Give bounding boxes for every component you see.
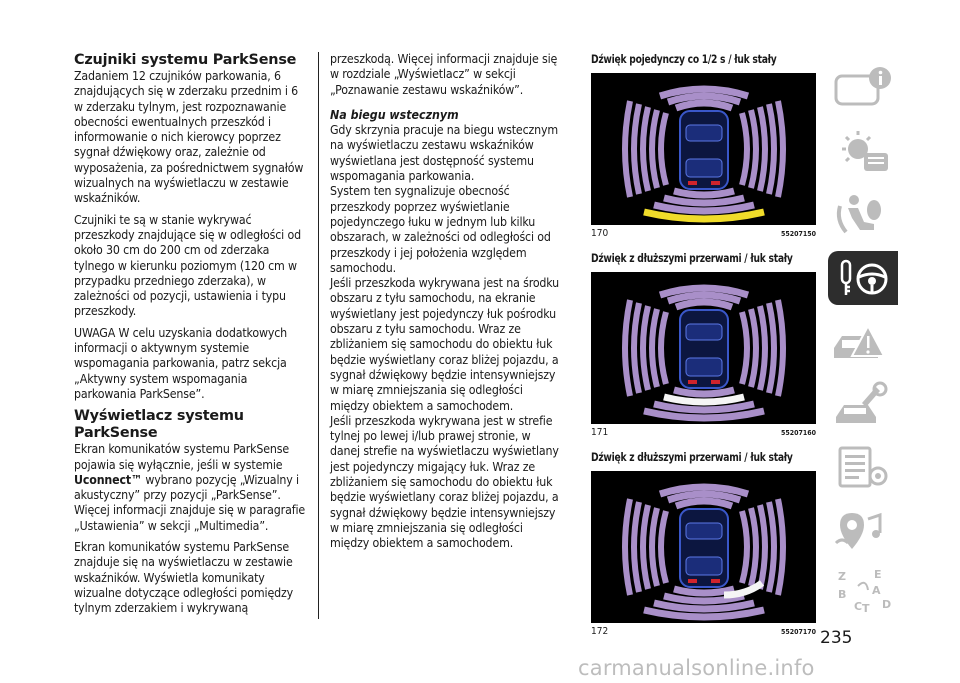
paragraph: Jeśli przeszkoda wykrywana jest na środku obszaru z tyłu samochodu, na ekranie wyświetlany jest pojedynczy łuk pośrodku obszaru z tyłu samochodu. Wraz ze zbliżaniem się samochodu do obiektu łuk będzie wyświetlany coraz bliżej pojazdu, a sygnał dźwiękowy będzie intensywniejszy w miarę zmniejszania się odległości między obiektem a samochodem.	[330, 276, 560, 413]
uconnect-brand: Uconnect™	[74, 472, 142, 487]
side-sensor-arc	[760, 505, 765, 589]
index-letter: A	[872, 584, 881, 597]
parksense-display-image	[591, 471, 816, 623]
side-sensor-arc	[769, 502, 774, 592]
side-sensor-arc	[742, 312, 747, 384]
watermark: carmanualsonline.info	[578, 656, 815, 680]
text-column-2	[330, 52, 562, 558]
rear-sensor-arc	[664, 198, 744, 203]
figure-title: Dźwięk z dłuższymi przerwami / łuk stały	[591, 450, 793, 464]
side-sensor-arc	[652, 508, 657, 586]
note-paragraph: UWAGA W celu uzyskania dodatkowych informacji o aktywnym systemie wspomagania parkowania, patrz sekcja „Aktywny system wspomagania parkowania ParkSense”.	[74, 325, 288, 401]
dashboard-info-icon	[828, 62, 898, 116]
front-sensor-arc	[676, 501, 732, 506]
section-heading-display: Wyświetlacz systemu ParkSense	[74, 408, 244, 442]
side-sensor-arc	[742, 113, 747, 185]
car-top-view	[680, 111, 728, 189]
front-sensor-arc	[676, 302, 732, 307]
index-letters-icon	[828, 566, 898, 620]
figure-title: Dźwięk z dłuższymi przerwami / łuk stały	[591, 251, 793, 265]
front-sensor-arc	[676, 103, 732, 108]
tab-safety[interactable]	[828, 188, 898, 242]
side-sensor-arc	[634, 104, 639, 194]
technical-data-icon	[828, 440, 898, 494]
parksense-display-image	[591, 73, 816, 225]
lights-icon	[828, 125, 898, 179]
side-sensor-arc	[769, 104, 774, 194]
index-letter: D	[882, 598, 892, 611]
figure-number: 172	[591, 626, 609, 637]
index-letter: Z	[838, 570, 846, 583]
side-sensor-arc	[751, 508, 756, 586]
key-steering-wheel-icon	[828, 251, 898, 305]
paragraph: Ekran komunikatów systemu ParkSense pojawia się wyłącznie, jeśli w systemie Uconnect™ wybrano pozycję „Wizualny i akustyczny” przy pozycji „ParkSense”. Więcej informacji znajduje się w paragrafie „Ustawienia” w sekcji „Multimedia”.	[74, 442, 306, 533]
subheading-reverse-gear: Na biegu wstecznym	[330, 107, 459, 122]
side-sensor-arc	[634, 502, 639, 592]
figure-code: 55207160	[780, 429, 816, 437]
figures-column	[591, 52, 816, 649]
side-sensor-arc	[652, 110, 657, 188]
side-sensor-arc	[760, 306, 765, 390]
rear-sensor-arc	[664, 397, 744, 402]
figure-170	[591, 52, 816, 251]
paragraph: Ekran komunikatów systemu ParkSense znajduje się na wyświetlaczu w zestawie wskaźników. Wyświetla komunikaty wizualne dotyczące odległości pomiędzy tylnym zderzakiem i wykrywaną	[74, 540, 294, 616]
chapter-tabs	[828, 62, 898, 629]
figure-172	[591, 450, 816, 649]
side-sensor-arc	[778, 300, 783, 396]
side-sensor-arc	[661, 511, 666, 583]
side-sensor-arc	[643, 107, 648, 191]
side-sensor-arc	[661, 312, 666, 384]
side-sensor-arc	[751, 110, 756, 188]
wrench-service-icon	[828, 377, 898, 431]
tab-service[interactable]	[828, 377, 898, 431]
index-letter: B	[838, 588, 847, 601]
figure-171	[591, 251, 816, 450]
tab-lights[interactable]	[828, 125, 898, 179]
car-top-view	[680, 509, 728, 587]
breakdown-warning-icon	[828, 314, 898, 368]
tab-technical-data[interactable]	[828, 440, 898, 494]
side-sensor-arc	[625, 499, 630, 595]
index-letter: E	[874, 568, 882, 581]
figure-title: Dźwięk pojedynczy co 1/2 s / łuk stały	[591, 52, 777, 66]
side-sensor-arc	[661, 113, 666, 185]
paragraph: System ten sygnalizuje obecność przeszkody poprzez wyświetlanie pojedynczego łuku w jednym lub kilku obszarach, w zależności od odległości od przeszkody i jej położenia względem samochodu.	[330, 184, 551, 275]
figure-number: 170	[591, 228, 609, 239]
paragraph: przeszkodą. Więcej informacji znajduje się w rozdziale „Wyświetlacz” w sekcji „Poznawanie zestawu wskaźników”.	[330, 52, 558, 97]
tab-dashboard-info[interactable]	[828, 62, 898, 116]
car-top-view	[680, 310, 728, 388]
section-heading-sensors: Czujniki systemu ParkSense	[74, 52, 297, 68]
parksense-display-image	[591, 272, 816, 424]
side-sensor-arc	[634, 303, 639, 393]
side-sensor-arc	[625, 300, 630, 396]
text-column-1	[74, 52, 306, 623]
multimedia-icon	[828, 503, 898, 557]
side-sensor-arc	[760, 107, 765, 191]
airbag-safety-icon	[828, 188, 898, 242]
rear-sensor-arc	[674, 390, 734, 394]
side-sensor-arc	[778, 101, 783, 197]
side-sensor-arc	[625, 101, 630, 197]
paragraph: Jeśli przeszkoda wykrywana jest w strefie tylnej po lewej i/lub prawej stronie, w danej strefie na wyświetlaczu wyświetlany jest pojedynczy migający łuk. Wraz ze zbliżaniem się samochodu do obiektu łuk będzie wyświetlany coraz bliżej pojazdu, a sygnał dźwiękowy będzie intensywniejszy w miarę zmniejszania się odległości między obiektem a samochodem.	[330, 413, 559, 551]
tab-index[interactable]	[828, 566, 898, 620]
figure-number: 171	[591, 427, 609, 438]
figure-code: 55207150	[780, 230, 816, 238]
side-sensor-arc	[769, 303, 774, 393]
tab-multimedia[interactable]	[828, 503, 898, 557]
tab-starting-driving[interactable]	[828, 251, 898, 305]
side-sensor-arc	[742, 511, 747, 583]
column-divider	[318, 52, 319, 619]
side-sensor-arc	[751, 309, 756, 387]
paragraph: Gdy skrzynia pracuje na biegu wstecznym na wyświetlaczu zestawu wskaźników wyświetlana jest dostępność systemu wspomagania parkowania.	[330, 123, 559, 184]
tab-emergency[interactable]	[828, 314, 898, 368]
side-sensor-arc	[778, 499, 783, 595]
rear-sensor-arc	[674, 191, 734, 195]
figure-code: 55207170	[780, 628, 816, 636]
paragraph: Zadaniem 12 czujników parkowania, 6 znajdujących się w zderzaku przednim i 6 w zderzaku tylnym, jest rozpoznawanie obecności ewentualnych przeszkód i informowanie o nich kierowcy poprzez sygnał dźwiękowy oraz, zależnie od wyposażenia, za pośrednictwem sygnałów wizualnych na wyświetlaczu w zestawie wskaźników.	[74, 69, 304, 206]
side-sensor-arc	[643, 306, 648, 390]
page-number: 235	[820, 628, 853, 648]
side-sensor-arc	[652, 309, 657, 387]
side-sensor-arc	[643, 505, 648, 589]
paragraph: Czujniki te są w stanie wykrywać przeszkody znajdujące się w odległości od około 30 cm do 200 cm od zderzaka tylnego w kierunku poziomym (120 cm w przypadku przedniego zderzaka), w zależności od pozycji, ustawienia i typu przeszkody.	[74, 212, 301, 319]
index-letter: C	[854, 600, 863, 613]
index-letter: T	[862, 602, 870, 615]
